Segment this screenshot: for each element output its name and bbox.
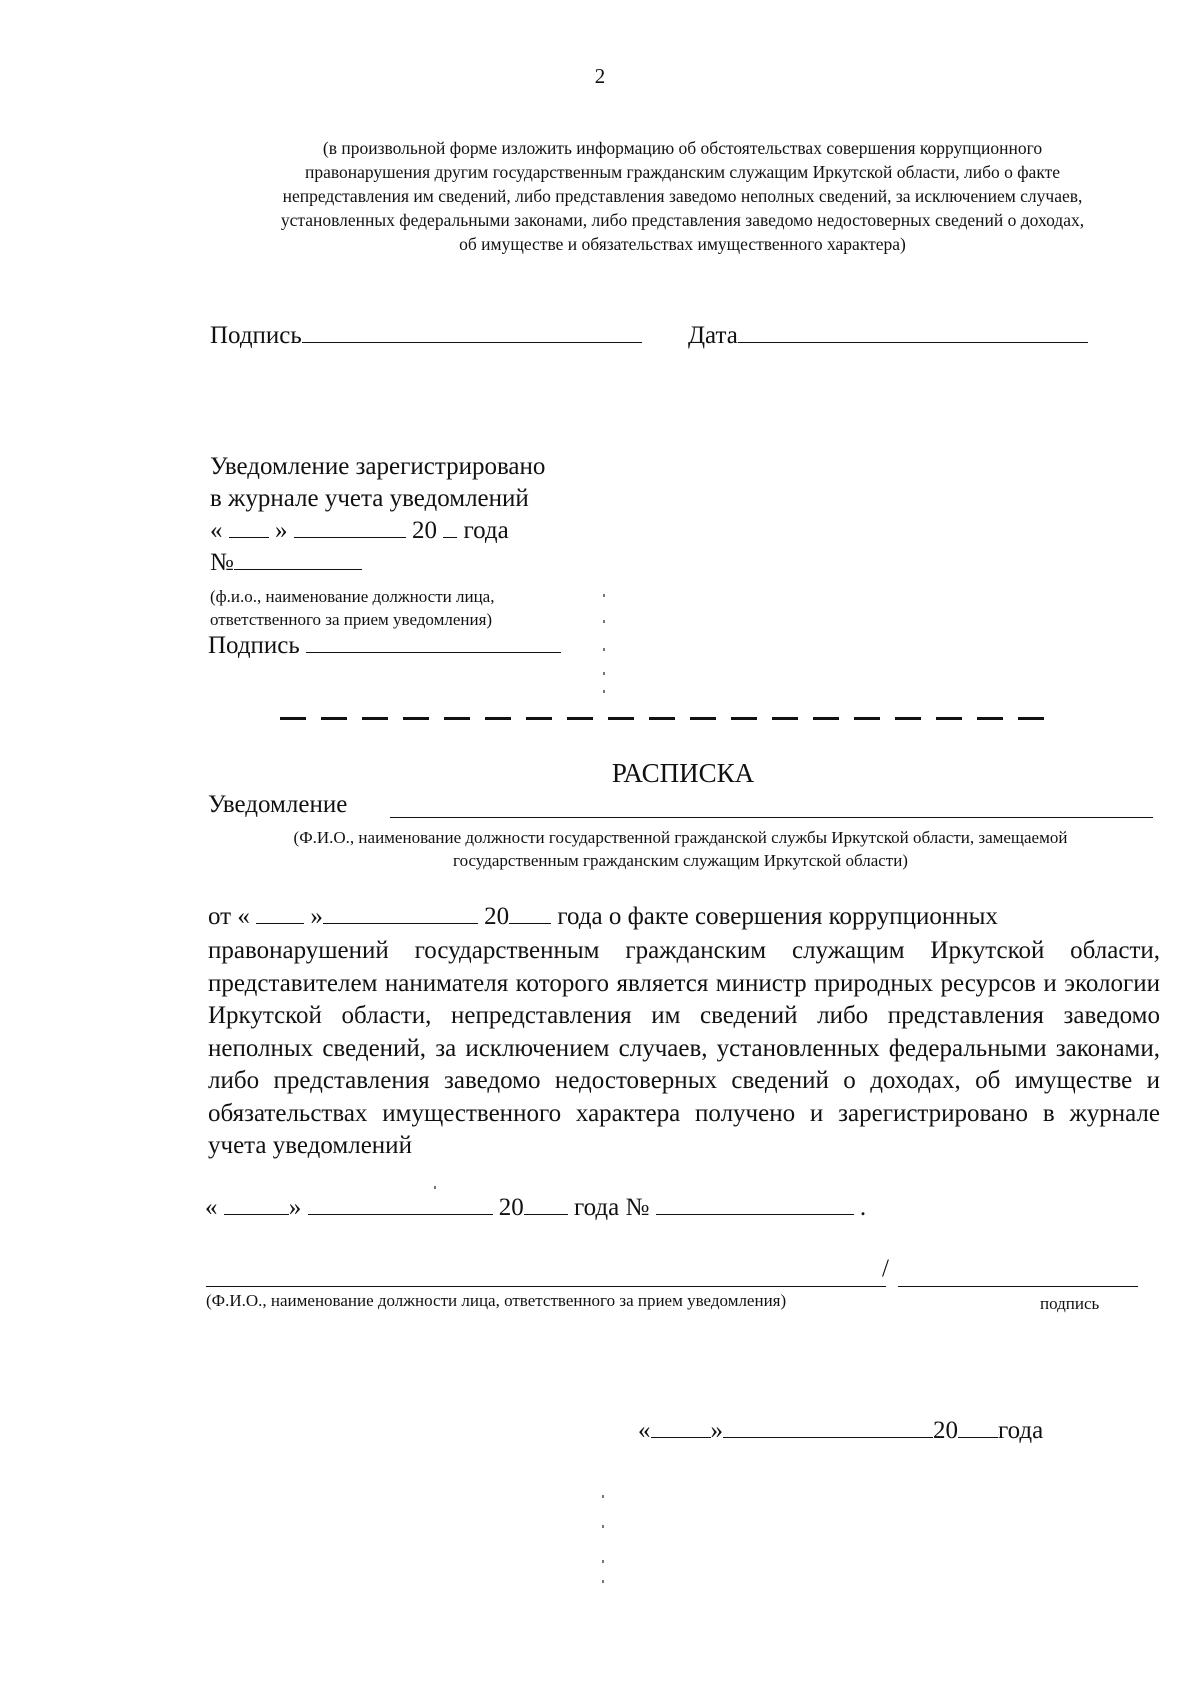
receipt-month-field[interactable] (323, 903, 478, 924)
year-prefix: 20 (933, 1417, 958, 1444)
registration-caption-1: (ф.и.о., наименование должности лица, (210, 587, 495, 606)
quote-open: « (205, 1194, 218, 1221)
registration-caption-2: ответственного за прием уведомления) (210, 610, 493, 629)
slash-separator: / (882, 1255, 889, 1282)
quote-close: » (275, 517, 288, 544)
instruction-line: правонарушения другим государственным гражданским служащим Иркутской области, либо о факте (304, 162, 1061, 182)
cut-line-divider (280, 717, 1055, 720)
registration-month-field[interactable] (294, 517, 406, 538)
receipt-line1-tail: года о факте совершения коррупционных (557, 903, 998, 930)
receipt-reg-year-field[interactable] (524, 1194, 568, 1215)
quote-close: » (310, 903, 323, 930)
page-number: 2 (594, 64, 606, 88)
registration-line-2: в журнале учета уведомлений (210, 485, 529, 512)
instruction-line: (в произвольной форме изложить информацию об обстоятельствах совершения коррупционного (322, 138, 1043, 158)
responsible-person-field[interactable] (206, 1266, 886, 1287)
year-prefix: 20 (498, 1194, 524, 1221)
period: . (859, 1194, 867, 1221)
receipt-reg-day-field[interactable] (224, 1194, 289, 1215)
responsible-signature-field[interactable] (898, 1266, 1138, 1287)
quote-close: » (288, 1194, 302, 1221)
registration-signature-row (208, 632, 561, 660)
responsible-caption: (Ф.И.О., наименование должности лица, ответственного за прием уведомления) (206, 1291, 787, 1310)
receipt-from-row (208, 903, 998, 931)
receipt-notice-row (208, 791, 347, 819)
instruction-line: непредставления им сведений, либо представления заведомо неполных сведений, за исключением случаев, (282, 186, 1083, 206)
receipt-day-field[interactable] (256, 903, 304, 924)
receipt-year-field[interactable] (509, 903, 551, 924)
registration-signature-field[interactable] (306, 632, 561, 653)
notice-caption-line: государственным гражданским служащим Иркутской области) (453, 851, 908, 870)
final-year-field[interactable] (958, 1417, 998, 1438)
year-number-label: года № (574, 1194, 650, 1221)
notice-label: Уведомление (208, 791, 348, 818)
quote-open: « (638, 1417, 651, 1444)
receipt-registration-row (205, 1194, 866, 1222)
signature-row (210, 322, 642, 350)
registration-line-1: Уведомление зарегистрировано (210, 453, 546, 480)
receipt-reg-number-field[interactable] (656, 1194, 854, 1215)
signature-caption: подпись (1040, 1294, 1100, 1313)
notice-caption-line: (Ф.И.О., наименование должности государственной гражданской службы Иркутской области, замещаемой (293, 828, 1068, 847)
registration-year-field[interactable] (443, 517, 457, 538)
final-date-row (638, 1417, 1043, 1445)
registration-date-row (210, 517, 509, 545)
date-label: Дата (688, 322, 738, 349)
registration-number-field[interactable] (234, 549, 362, 570)
year-prefix: 20 (412, 517, 437, 544)
instruction-line: установленных федеральными законами, либо представления заведомо недостоверных сведений о доходах, (280, 210, 1085, 230)
registration-number-row (210, 549, 362, 577)
registration-day-field[interactable] (229, 517, 269, 538)
notice-author-field[interactable] (390, 795, 1153, 818)
receipt-title: РАСПИСКА (611, 758, 755, 788)
receipt-body (208, 935, 1160, 1163)
instruction-note (200, 136, 1165, 256)
final-day-field[interactable] (651, 1417, 711, 1438)
date-row (688, 322, 1088, 350)
instruction-line: об имуществе и обязательствах имущественного характера) (459, 234, 906, 254)
number-sign: № (210, 549, 234, 576)
year-suffix: года (463, 517, 509, 544)
signature-label: Подпись (210, 322, 302, 349)
signature-label: Подпись (208, 632, 300, 659)
year-prefix: 20 (484, 903, 510, 930)
quote-close: » (710, 1417, 723, 1444)
receipt-body-text: правонарушений государственным гражданским служащим Иркутской области, представителем нанимателя которого является министр природных ресурсов и экологии Иркутской области, непредставления им сведений либо представления заведомо неполных сведений, за исключением случаев, установленных федеральными законами, либо представления заведомо недостоверных сведений о доходах, об имуществе и обязательствах имущественного характера получено и зарегистрировано в журнале учета уведомлений (208, 937, 1160, 1159)
receipt-reg-month-field[interactable] (308, 1194, 493, 1215)
notice-caption (208, 826, 1153, 872)
year-suffix: года (998, 1417, 1044, 1444)
quote-open: « (210, 517, 223, 544)
date-field[interactable] (738, 322, 1088, 343)
final-month-field[interactable] (723, 1417, 933, 1438)
signature-field[interactable] (302, 322, 642, 343)
from-label: от « (208, 903, 250, 930)
